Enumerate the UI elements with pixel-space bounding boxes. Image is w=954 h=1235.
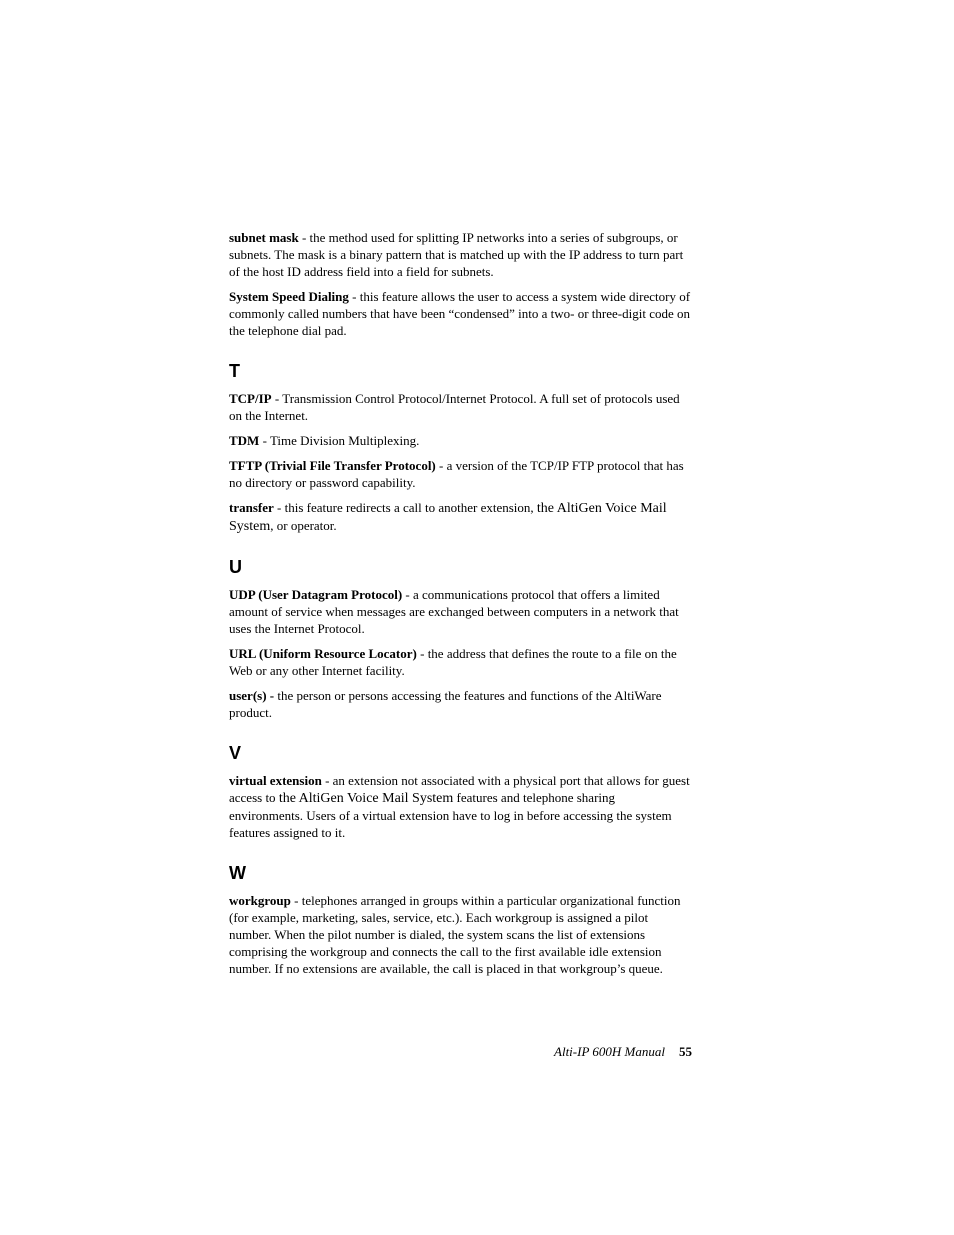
glossary-entry-users <box>229 687 692 721</box>
section-letter-u: U <box>229 557 242 577</box>
glossary-entry-tdm <box>229 432 692 449</box>
glossary-term: TCP/IP <box>229 391 272 406</box>
glossary-term: virtual extension <box>229 773 322 788</box>
glossary-entry-workgroup <box>229 892 692 977</box>
page-number: 55 <box>679 1044 692 1059</box>
glossary-term: UDP (User Datagram Protocol) <box>229 587 403 602</box>
glossary-entry-virtual-extension <box>229 772 692 841</box>
glossary-definition: - Transmission Control Protocol/Internet Protocol. A full set of protocols used on the Internet. <box>229 391 680 423</box>
glossary-entry-transfer <box>229 499 692 535</box>
section-letter-t: T <box>229 361 240 381</box>
glossary-definition: - a version of the TCP/IP FTP protocol that has no directory or password capability. <box>229 458 684 490</box>
section-letter-v: V <box>229 743 242 763</box>
glossary-entry-url <box>229 645 692 679</box>
product-name: the AltiGen Voice Mail System <box>278 791 454 806</box>
glossary-entry-subnet-mask <box>229 229 692 280</box>
glossary-definition: the person or persons accessing the features and functions of the AltiWare product. <box>229 688 662 720</box>
glossary-term: URL (Uniform Resource Locator) <box>229 646 417 661</box>
glossary-definition: - a communications protocol that offers a limited amount of service when messages are exchanged between computers in a network that uses the Internet Protocol. <box>229 587 679 636</box>
glossary-definition-end: features and telephone sharing environments. Users of a virtual extension have to log in before accessing the system features assigned to it. <box>229 790 672 840</box>
glossary-term: System Speed Dialing <box>229 289 349 304</box>
glossary-term: subnet mask <box>229 230 299 245</box>
glossary-term: workgroup <box>229 893 291 908</box>
glossary-definition: - the method used for splitting IP networks into a series of subgroups, or subnets. The mask is a binary pattern that is matched up with the IP address to turn part of the host ID address field into a field for subnets. <box>229 230 684 279</box>
glossary-definition-end: , or operator. <box>270 518 337 533</box>
glossary-definition: - this feature allows the user to access a system wide directory of commonly called numbers that have been “condensed” into a two- or three-digit code on the telephone dial pad. <box>229 289 691 338</box>
product-name: the AltiGen Voice Mail System <box>229 501 667 534</box>
glossary-definition: - an extension not associated with a physical port that allows for guest access to <box>229 773 690 805</box>
footer-manual-title: Alti-IP 600H Manual <box>554 1044 665 1059</box>
glossary-definition: - telephones arranged in groups within a particular organizational function (for example, marketing, sales, service, etc.). Each workgroup is assigned a pilot number. When the pilot number is dialed, the system scans the list of extensions comprising the workgroup and connects the call to the first available idle extension number. If no extensions are available, the call is placed in that workgroup’s queue. <box>229 893 681 976</box>
glossary-definition: - the address that defines the route to a file on the Web or any other Internet facility. <box>229 646 677 678</box>
glossary-definition: - this feature redirects a call to another extension, <box>273 500 537 515</box>
glossary-term: TDM <box>229 433 260 448</box>
glossary-content <box>229 229 692 985</box>
glossary-entry-system-speed-dialing <box>229 288 692 339</box>
glossary-entry-tcp-ip <box>229 390 692 424</box>
section-letter-w: W <box>229 863 246 883</box>
glossary-entry-tftp <box>229 457 692 491</box>
glossary-definition: - Time Division Multiplexing. <box>259 433 420 448</box>
page-footer <box>554 1043 692 1060</box>
glossary-term: user(s) - <box>229 688 275 703</box>
glossary-term: TFTP (Trivial File Transfer Protocol) <box>229 458 436 473</box>
glossary-entry-udp <box>229 586 692 637</box>
glossary-term: transfer <box>229 500 274 515</box>
